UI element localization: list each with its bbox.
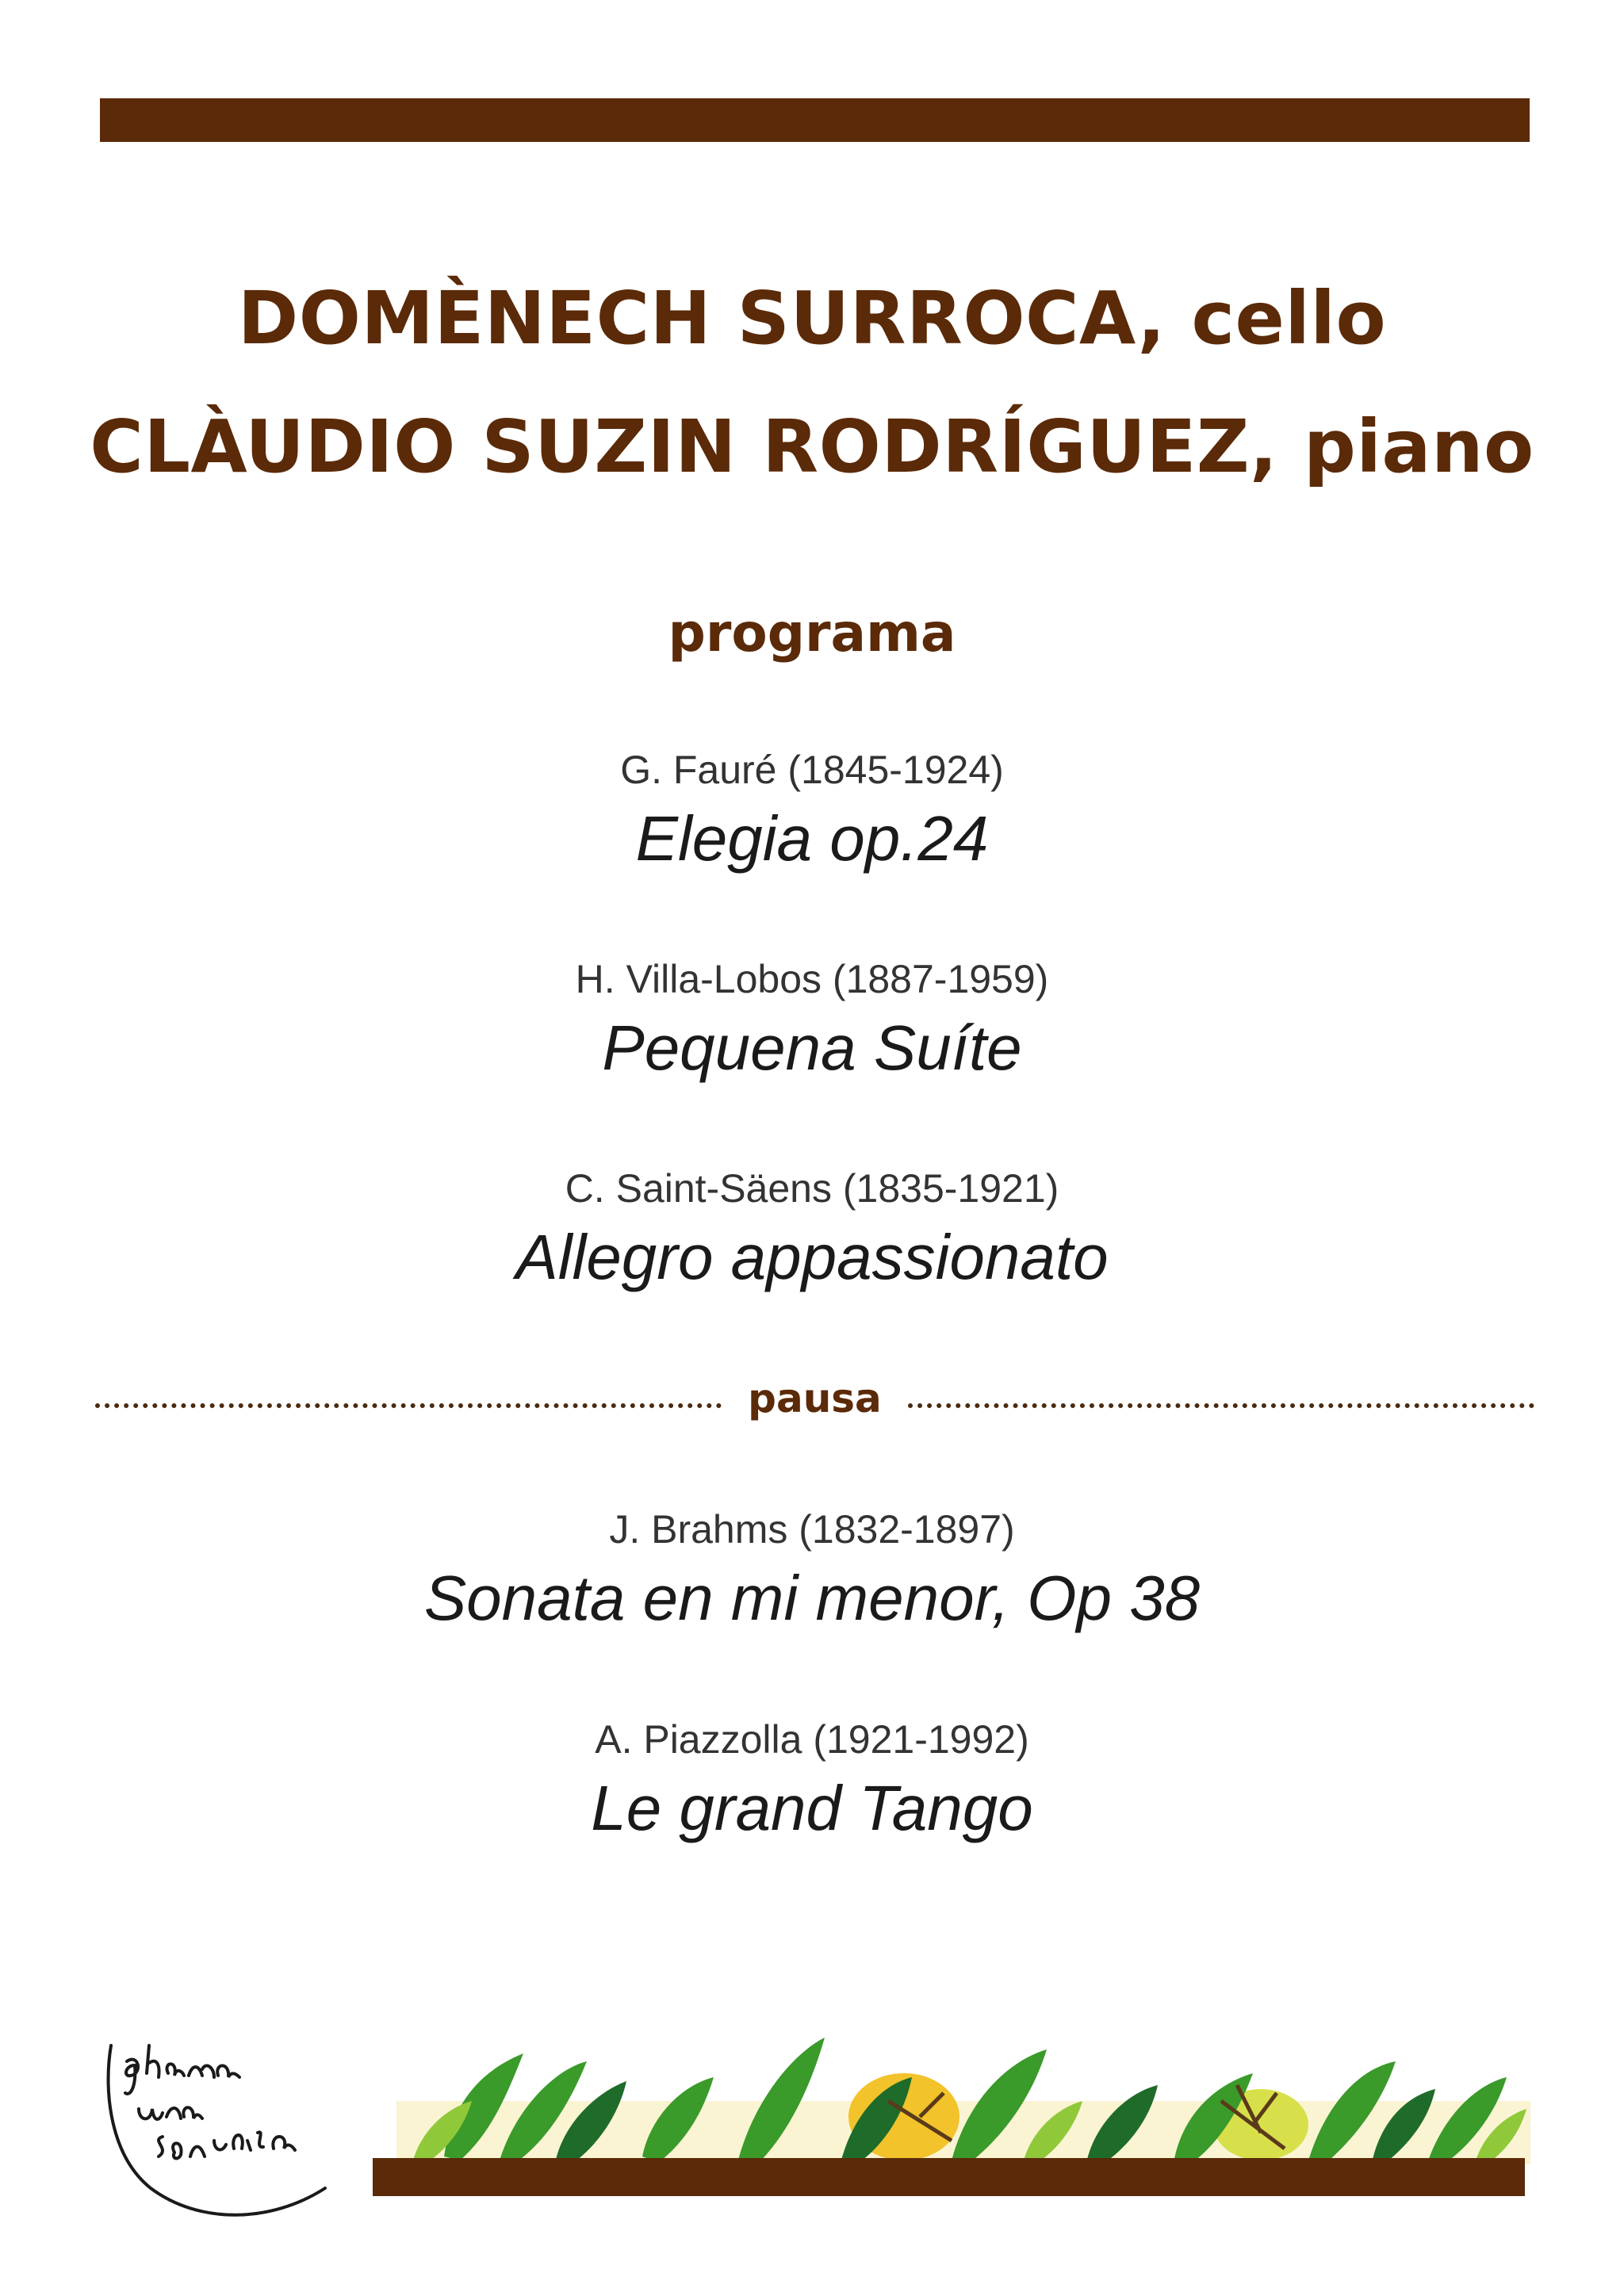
foliage-illustration	[396, 2006, 1530, 2164]
pause-label: pausa	[748, 1376, 882, 1422]
composer-villa-lobos: H. Villa-Lobos (1887-1959)	[575, 957, 1049, 1001]
work-pequena-suite: Pequena Suíte	[602, 1012, 1022, 1083]
performer-cello: DOMÈNECH SURROCA, cello	[237, 276, 1387, 361]
program-heading: programa	[668, 603, 956, 664]
ghana-una-sonrisa-logo	[95, 2030, 412, 2228]
pause-divider	[95, 1376, 1534, 1431]
dotted-line-right	[908, 1403, 1534, 1408]
composer-saint-saens: C. Saint-Säens (1835-1921)	[565, 1166, 1059, 1211]
bottom-decorative-bar	[373, 2158, 1525, 2196]
work-allegro-appassionato: Allegro appassionato	[515, 1222, 1109, 1292]
performer-piano: CLÀUDIO SUZIN RODRÍGUEZ, piano	[90, 404, 1534, 489]
composer-piazzolla: A. Piazzolla (1921-1992)	[595, 1717, 1029, 1762]
work-le-grand-tango: Le grand Tango	[591, 1773, 1033, 1843]
work-elegia: Elegia op.24	[635, 803, 989, 874]
composer-faure: G. Fauré (1845-1924)	[620, 748, 1004, 792]
composer-brahms: J. Brahms (1832-1897)	[609, 1507, 1015, 1552]
dotted-line-left	[95, 1403, 722, 1408]
top-decorative-bar	[100, 98, 1530, 142]
work-sonata-mi-menor: Sonata en mi menor, Op 38	[423, 1563, 1201, 1633]
